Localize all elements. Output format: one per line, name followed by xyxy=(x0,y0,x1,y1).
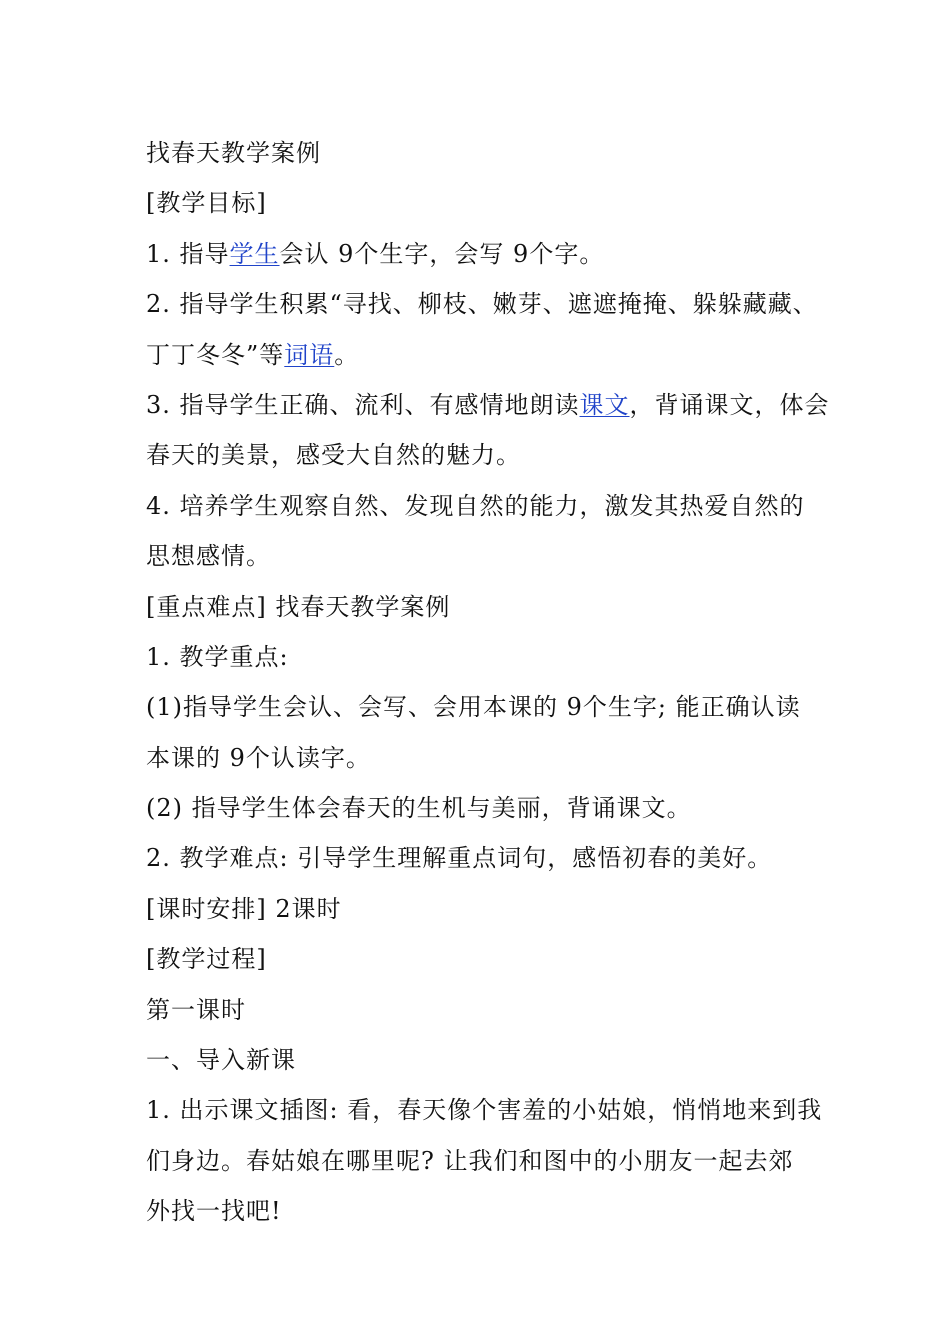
key-point-1b: (2) 指导学生体会春天的生机与美丽，背诵课文。 xyxy=(146,794,692,823)
link-kewen[interactable]: 课文 xyxy=(579,390,630,419)
goal-3-line-2: 春天的美景，感受大自然的魅力。 xyxy=(146,441,521,470)
goal-4-line-2: 思想感情。 xyxy=(146,542,271,571)
goal-3-text-pre: 3. 指导学生正确、流利、有感情地朗读 xyxy=(146,390,580,419)
section-heading-schedule: [课时安排] 2课时 xyxy=(146,894,342,923)
paragraph-1-line-2: 们身边。春姑娘在哪里呢? 让我们和图中的小朋友一起去郊 xyxy=(146,1146,794,1175)
part-heading: 一、导入新课 xyxy=(146,1046,296,1075)
key-point-1a-line-2: 本课的 9个认读字。 xyxy=(146,743,371,772)
document-body xyxy=(146,128,830,1237)
section-heading-process: [教学过程] xyxy=(146,945,267,974)
goal-4-line-1: 4. 培养学生观察自然、发现自然的能力，激发其热爱自然的 xyxy=(146,491,805,520)
section-heading-key-points: [重点难点] 找春天教学案例 xyxy=(146,592,451,621)
paragraph-1-line-3: 外找一找吧! xyxy=(146,1197,282,1226)
goal-1-text-post: 会认 9个生字，会写 9个字。 xyxy=(279,239,605,268)
key-point-2: 2. 教学难点: 引导学生理解重点词句，感悟初春的美好。 xyxy=(146,844,773,873)
goal-1-text-pre: 1. 指导 xyxy=(146,239,230,268)
section-heading-goals: [教学目标] xyxy=(146,189,267,218)
paragraph-1-line-1: 1. 出示课文插图: 看，春天像个害羞的小姑娘，悄悄地来到我 xyxy=(146,1096,823,1125)
goal-2-text-post: 。 xyxy=(334,340,360,369)
goal-2-line-1: 2. 指导学生积累“寻找、柳枝、嫩芽、遮遮掩掩、躲躲藏藏、 xyxy=(146,290,818,319)
goal-3-text-post: ，背诵课文，体会 xyxy=(629,390,830,419)
goal-2-line-2 xyxy=(146,330,816,380)
key-point-1: 1. 教学重点: xyxy=(146,642,289,671)
key-point-1a-line-1: (1)指导学生会认、会写、会用本课的 9个生字; 能正确认读 xyxy=(146,693,801,722)
link-xuesheng[interactable]: 学生 xyxy=(229,239,280,268)
lesson-heading: 第一课时 xyxy=(146,995,246,1024)
link-ciyu[interactable]: 词语 xyxy=(284,340,335,369)
goal-1 xyxy=(146,229,816,279)
goal-2-text-pre: 丁丁冬冬”等 xyxy=(146,340,285,369)
document-title: 找春天教学案例 xyxy=(146,139,321,167)
goal-3-line-1 xyxy=(146,380,830,430)
